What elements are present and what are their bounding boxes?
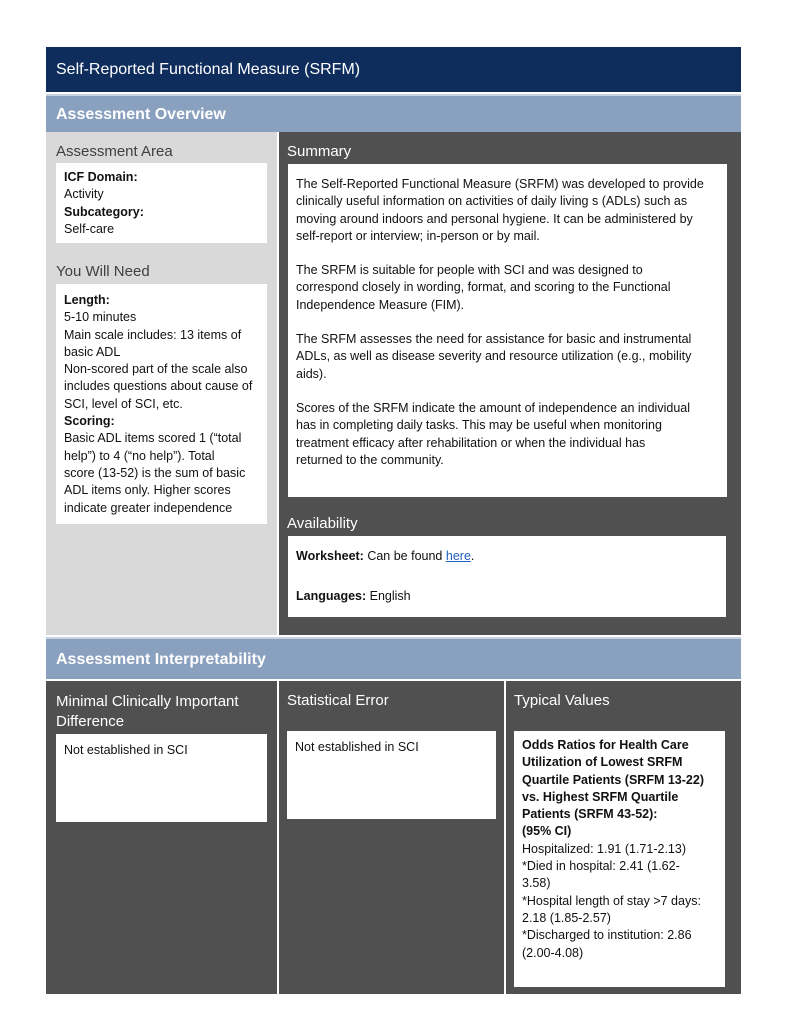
- statistical-error-panel: [279, 681, 504, 994]
- summary-heading: Summary: [287, 143, 352, 160]
- typical-values-list: Hospitalized: 1.91 (1.71-2.13) *Died in hospital: 2.41 (1.62- 3.58) *Hospital length of stay >7 days: 2.18 (1.85-2.57) *Discharged to institution: 2.86 (2.00-4.08): [522, 841, 701, 960]
- subcategory-label: Subcategory:: [64, 204, 144, 219]
- length-text: 5-10 minutes Main scale includes: 13 items of basic ADL Non-scored part of the scale also includes questions about cause of SCI, level of SCI, etc.: [64, 310, 253, 411]
- length-label: Length:: [64, 293, 110, 307]
- page-title: [46, 47, 741, 92]
- typical-values-heading: Typical Values: [514, 692, 610, 709]
- mcid-heading: Minimal Clinically Important Difference: [56, 693, 239, 730]
- you-will-need-card: [56, 284, 267, 524]
- mcid-text: Not established in SCI: [64, 743, 188, 757]
- mcid-card: [56, 734, 267, 822]
- scoring-text: Basic ADL items scored 1 (“total help”) to 4 (“no help”). Total score (13-52) is the sum of basic ADL items only. Higher scores indicate greater independence: [64, 431, 246, 515]
- assessment-area-heading: Assessment Area: [56, 143, 173, 160]
- summary-paragraph-4: Scores of the SRFM indicate the amount of independence an individual has in completing daily tasks. This may be useful when monitoring treatment efficacy after rehabilitation or when the individual has returned to the community.: [296, 400, 690, 467]
- typical-values-card: [514, 731, 725, 987]
- availability-heading: Availability: [287, 515, 358, 532]
- worksheet-label: Worksheet:: [296, 549, 364, 563]
- you-will-need-heading: You Will Need: [56, 263, 150, 280]
- statistical-error-text: Not established in SCI: [295, 740, 419, 754]
- summary-paragraph-2: The SRFM is suitable for people with SCI and was designed to correspond closely in wording, format, and scoring to the Functional Independence Measure (FIM).: [296, 263, 671, 312]
- languages-label: Languages:: [296, 589, 367, 604]
- languages-value: English: [369, 589, 411, 604]
- statistical-error-card: [287, 731, 496, 819]
- assessment-interpretability-header: Assessment Interpretability: [46, 637, 741, 679]
- summary-paragraph-3: The SRFM assesses the need for assistance for basic and instrumental ADLs, as well as disease severity and resource utilization (e.g., mobility aids).: [296, 332, 692, 381]
- typical-values-title: Odds Ratios for Health Care Utilization of Lowest SRFM Quartile Patients (SRFM 13-22) vs. Highest SRFM Quartile Patients (SRFM 43-52): (95% CI): [522, 738, 704, 839]
- icf-domain-label: ICF Domain:: [64, 170, 138, 184]
- assessment-overview-header: Assessment Overview: [46, 94, 741, 132]
- title-text: Self-Reported Functional Measure (SRFM): [56, 61, 361, 78]
- availability-card: Worksheet: Can be found here. Languages: English: [288, 536, 726, 617]
- summary-card: [288, 164, 727, 497]
- subcategory-value: Self-care: [64, 221, 115, 236]
- summary-paragraph-1: The Self-Reported Functional Measure (SRFM) was developed to provide clinically useful information on activities of daily living s (ADLs) such as moving around indoors and personal hygiene. It can be administered by self-report or interview; in-person or by mail.: [296, 177, 704, 243]
- worksheet-link[interactable]: here: [445, 549, 471, 563]
- worksheet-text: Can be found: [367, 549, 443, 563]
- scoring-label: Scoring:: [64, 414, 115, 429]
- assessment-area-card: [56, 163, 267, 243]
- icf-domain-value: Activity: [64, 187, 104, 202]
- statistical-error-heading: Statistical Error: [287, 692, 389, 709]
